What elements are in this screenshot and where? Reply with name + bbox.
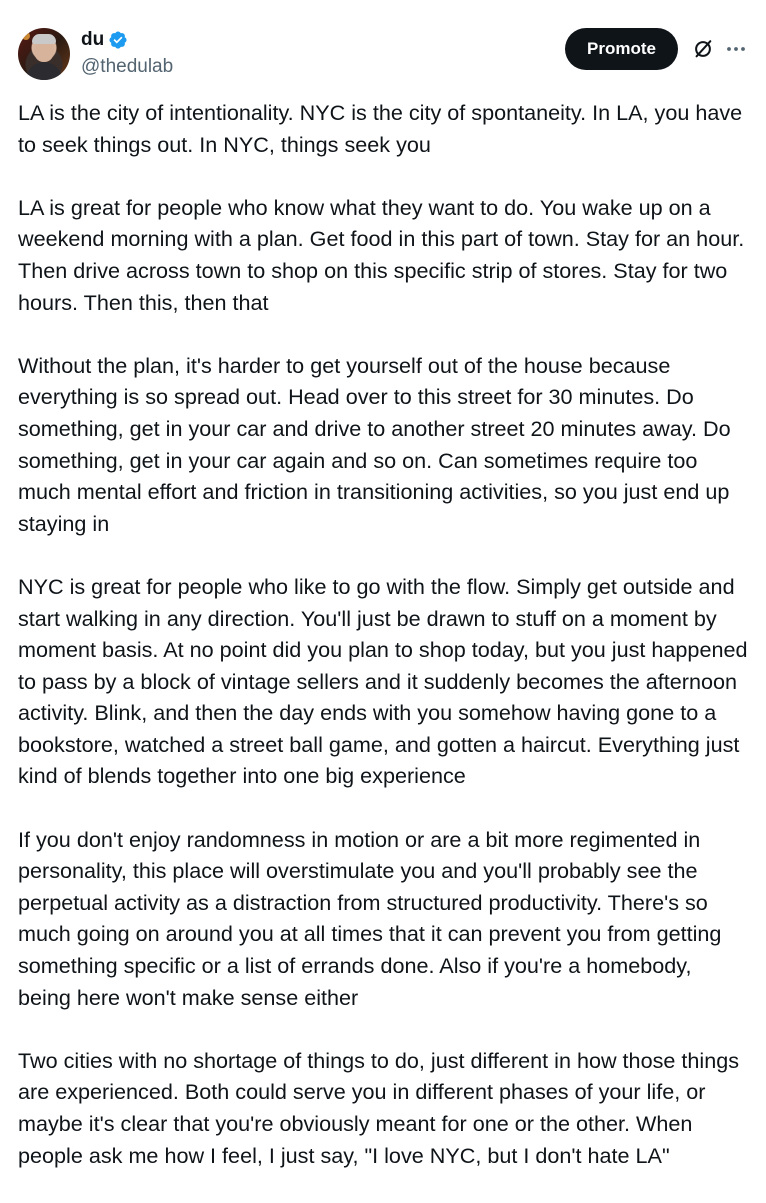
avatar-body	[26, 62, 62, 80]
more-icon[interactable]	[724, 37, 748, 61]
avatar[interactable]	[18, 28, 70, 80]
promote-button[interactable]: Promote	[565, 28, 678, 70]
grok-icon[interactable]	[692, 38, 714, 60]
avatar-hair	[32, 34, 56, 44]
name-row	[81, 28, 173, 52]
tweet-paragraph: LA is great for people who know what they want to do. You wake up on a weekend morning with a plan. Get food in this part of town. Stay for an hour. Then drive across town to shop on this specific strip of stores. Stay for two hours. Then this, then that	[18, 194, 745, 315]
tweet-header	[18, 28, 748, 84]
author-info	[81, 28, 173, 78]
tweet-paragraph: NYC is great for people who like to go with the flow. Simply get outside and start walking in any direction. You'll just be drawn to stuff on a moment by moment basis. At no point did you plan to shop today, but you just happened to pass by a block of vintage sellers and it suddenly becomes the afternoon activity. Blink, and then the day ends with you somehow having gone to a bookstore, watched a street ball game, and gotten a haircut. Everything just kind of blends together into one big experience	[18, 573, 748, 789]
header-actions	[565, 28, 748, 70]
tweet-paragraph: Two cities with no shortage of things to do, just different in how those things are experienced. Both could serve you in different phases of your life, or maybe it's clear that you're obviously meant for one or the other. When people ask me how I feel, I just say, "I love NYC, but I don't hate LA"	[18, 1047, 740, 1168]
author-display-name[interactable]: du	[81, 29, 105, 50]
verified-badge-icon	[108, 30, 128, 50]
tweet-paragraph: Without the plan, it's harder to get yourself out of the house because everything is so spread out. Head over to this street for 30 minutes. Do something, get in your car and drive to another street 20 minutes away. Do something, get in your car again and so on. Can sometimes require too much mental effort and friction in transitioning activities, so you just end up staying in	[18, 352, 731, 536]
tweet-paragraph: If you don't enjoy randomness in motion or are a bit more regimented in personality, this place will overstimulate you and you'll probably see the perpetual activity as a distraction from structured productivity. There's so much going on around you at all times that it can prevent you from getting something specific or a list of errands done. Also if you're a homebody, being here won't make sense either	[18, 826, 722, 1010]
author-handle[interactable]: @thedulab	[81, 56, 174, 77]
tweet-text	[18, 97, 748, 1203]
avatar-light	[22, 32, 30, 40]
tweet-paragraph: LA is the city of intentionality. NYC is the city of spontaneity. In LA, you have to seek things out. In NYC, things seek you	[18, 100, 743, 157]
